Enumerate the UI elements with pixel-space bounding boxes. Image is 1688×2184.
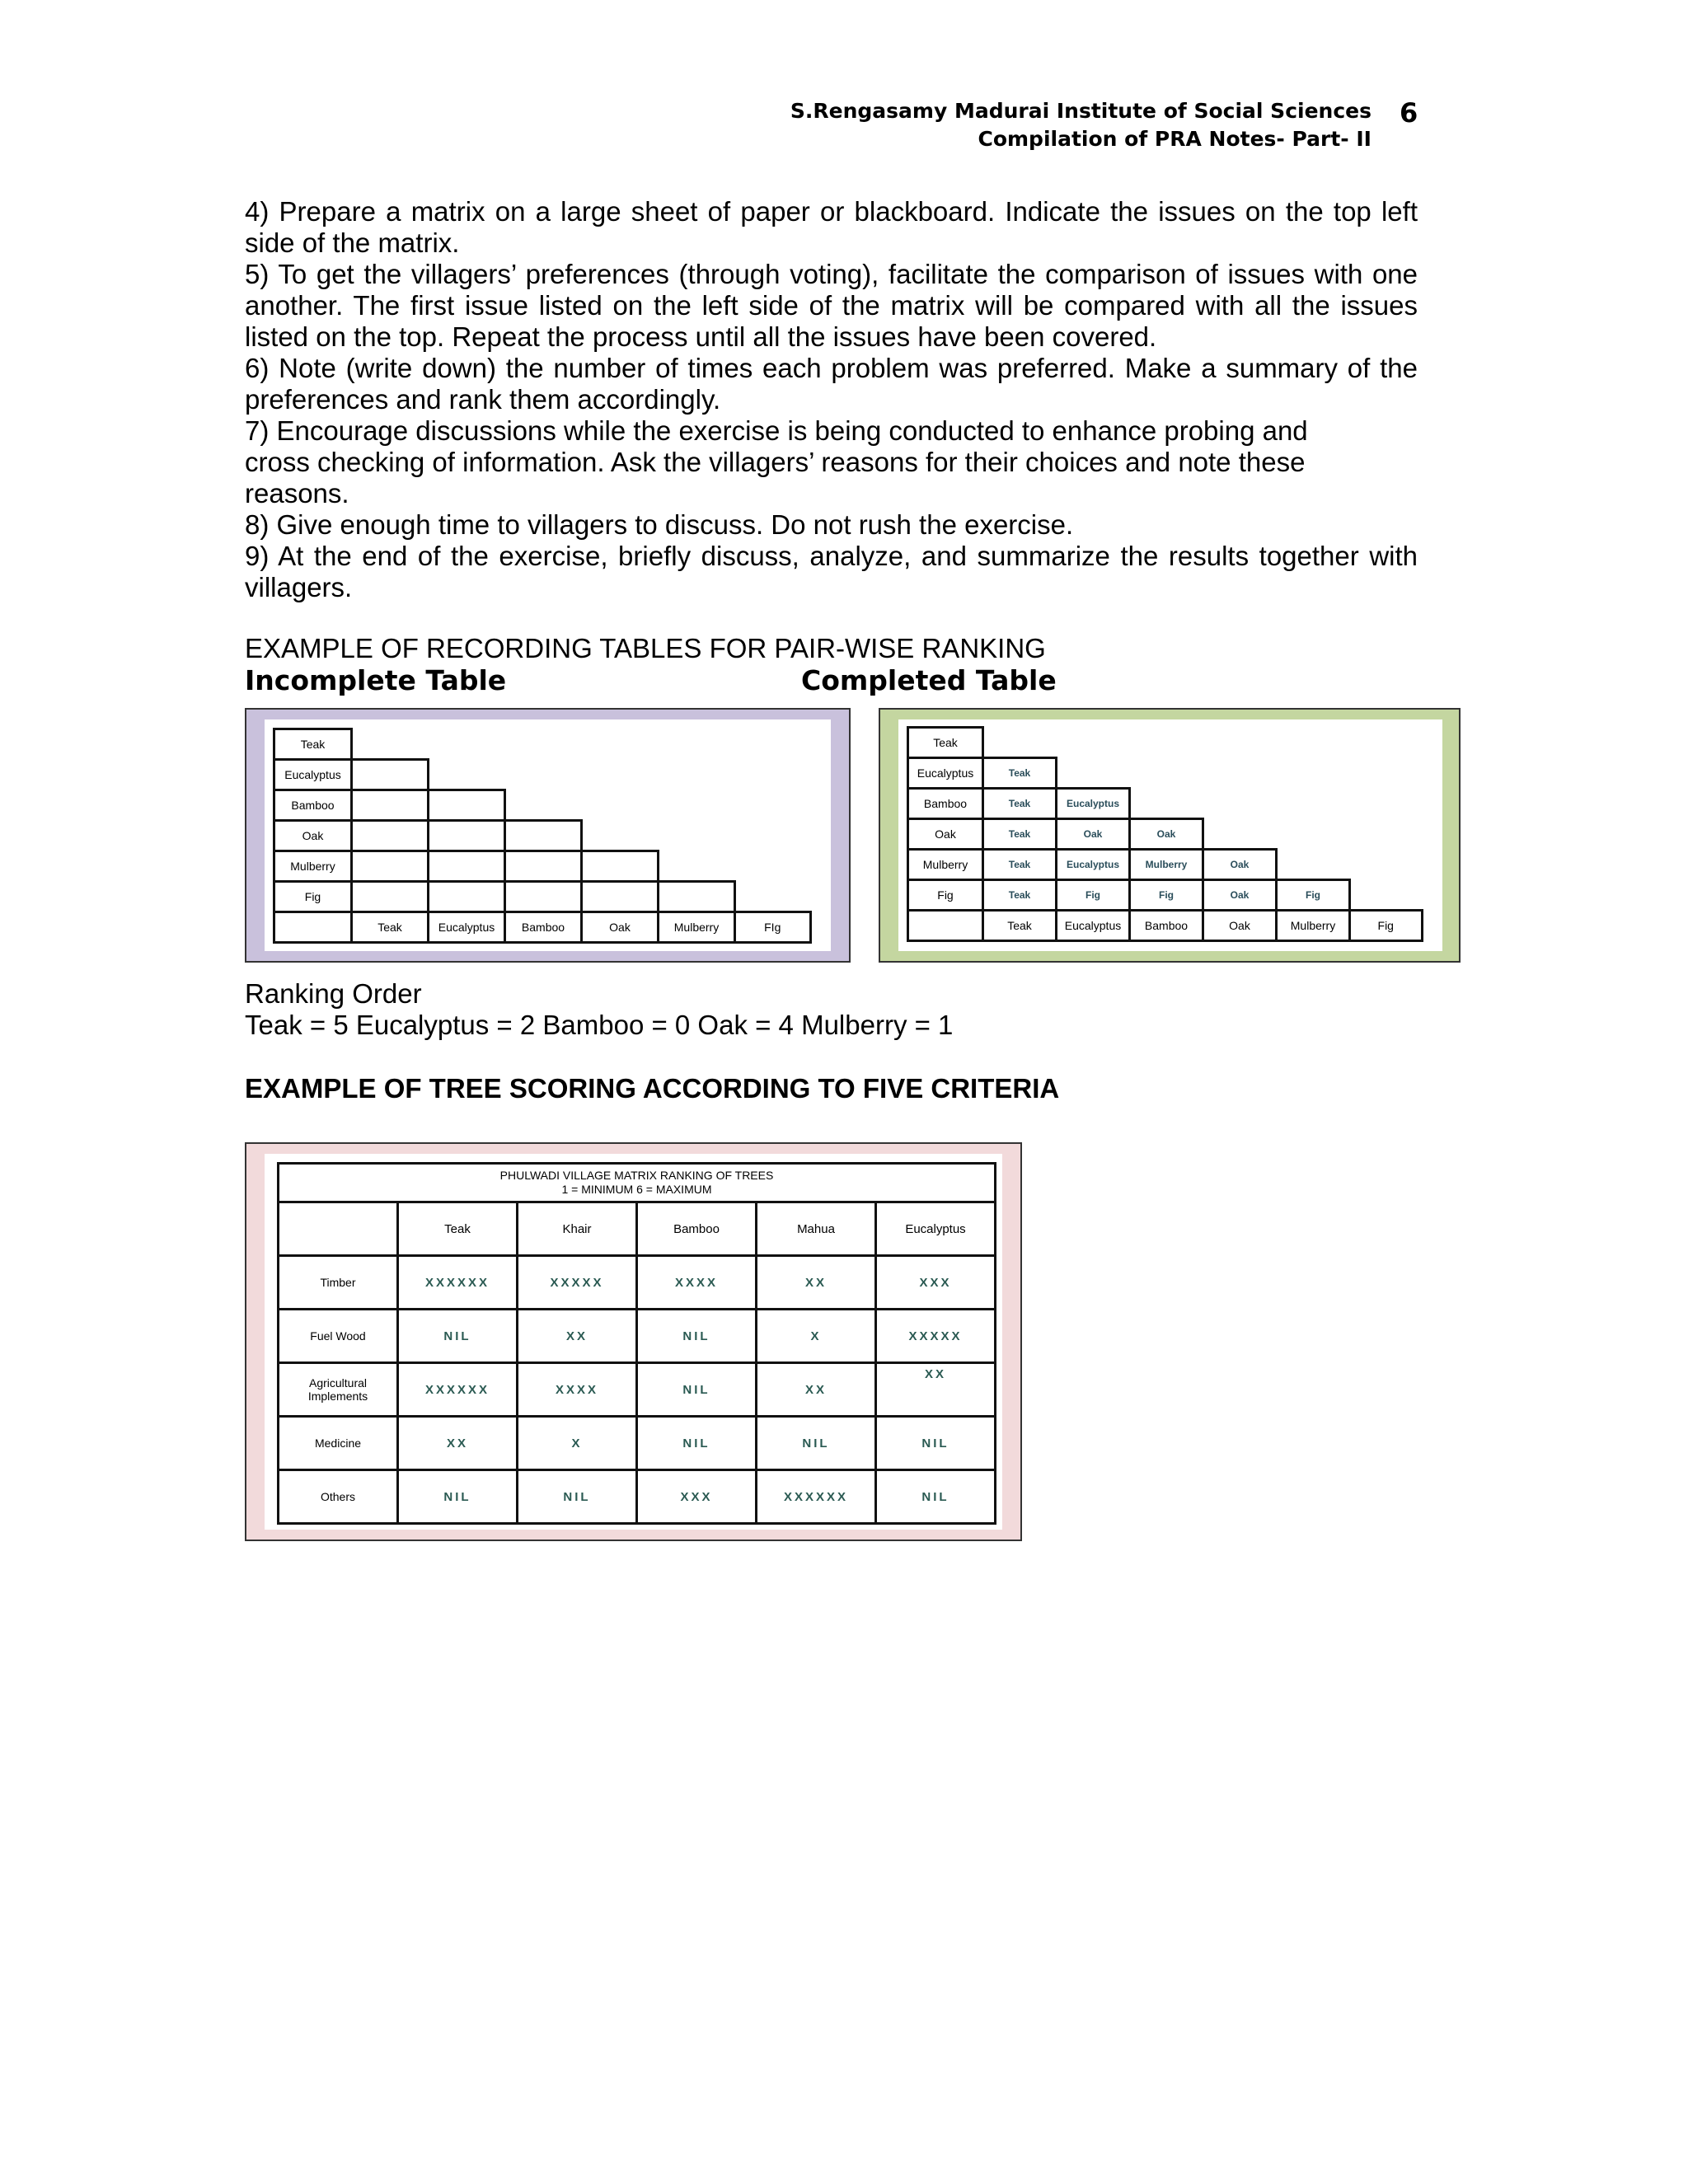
pair-cell: Oak [1203, 850, 1277, 880]
column-label: Oak [1203, 911, 1277, 941]
empty-space [582, 821, 659, 851]
pair-cell: Fig [1057, 880, 1130, 911]
column-label: Eucalyptus [1057, 911, 1130, 941]
pair-cell [352, 821, 429, 851]
score-cell: X [518, 1417, 637, 1470]
pair-cell [582, 882, 659, 912]
row-label: Mulberry [274, 851, 352, 882]
empty-space [429, 729, 505, 760]
score-cell: XXXX [637, 1256, 757, 1310]
score-cell: NIL [637, 1417, 757, 1470]
ranking-order-values: Teak = 5 Eucalyptus = 2 Bamboo = 0 Oak = 4 Mulberry = 1 [245, 1010, 954, 1040]
empty-space [735, 851, 811, 882]
header-compilation: Compilation of PRA Notes- Part- II [978, 127, 1372, 151]
empty-space [1350, 850, 1423, 880]
pair-cell [352, 790, 429, 821]
row-label: Teak [274, 729, 352, 760]
step-5: 5) To get the villagers’ preferences (through voting), facilitate the comparison of issues with one another. The first issue listed on the left side of the matrix will be compared with all the issues listed on the top. Repeat the process until all the issues have been covered. [245, 259, 1418, 352]
step-9: 9) At the end of the exercise, briefly discuss, analyze, and summarize the results together with villagers. [245, 541, 1418, 602]
pair-cell: Teak [983, 880, 1057, 911]
recording-section-title: EXAMPLE OF RECORDING TABLES FOR PAIR-WISE RANKING [245, 633, 1046, 663]
pair-cell: Teak [983, 819, 1057, 850]
empty-space [983, 728, 1057, 758]
step-4: 4) Prepare a matrix on a large sheet of paper or blackboard. Indicate the issues on the top left side of the matrix. [245, 196, 1418, 258]
corner-cell [274, 912, 352, 943]
completed-table-figure [879, 708, 1461, 963]
score-cell: XXXXX [518, 1256, 637, 1310]
matrix-column-header: Mahua [757, 1202, 876, 1256]
table-row [279, 1470, 996, 1524]
score-cell: NIL [876, 1417, 996, 1470]
table-row [908, 758, 1423, 789]
pair-cell [352, 760, 429, 790]
score-cell: XX [518, 1310, 637, 1363]
table-row [908, 789, 1423, 819]
pair-cell: Teak [983, 789, 1057, 819]
table-row [274, 851, 811, 882]
empty-space [1277, 728, 1350, 758]
pair-cell [429, 821, 505, 851]
table-row [274, 729, 811, 760]
criterion-label: Agricultural Implements [279, 1363, 398, 1417]
column-label: Bamboo [505, 912, 582, 943]
pair-cell: Oak [1203, 880, 1277, 911]
column-label: Teak [352, 912, 429, 943]
empty-space [659, 790, 735, 821]
step-7-line-1: 7) Encourage discussions while the exercise is being conducted to enhance probing and [245, 415, 1308, 446]
row-label: Oak [908, 819, 983, 850]
incomplete-table-label: Incomplete Table [245, 664, 507, 696]
row-label: Fig [274, 882, 352, 912]
empty-space [1203, 819, 1277, 850]
row-label: Eucalyptus [908, 758, 983, 789]
matrix-column-header: Khair [518, 1202, 637, 1256]
step-8: 8) Give enough time to villagers to discuss. Do not rush the exercise. [245, 509, 1074, 540]
pair-cell [352, 882, 429, 912]
incomplete-table-figure [245, 708, 851, 963]
empty-space [505, 790, 582, 821]
empty-space [1350, 728, 1423, 758]
table-row [908, 880, 1423, 911]
pair-cell: Teak [983, 758, 1057, 789]
matrix-title-cell [279, 1164, 996, 1202]
table-row [908, 850, 1423, 880]
score-cell: XX [757, 1363, 876, 1417]
empty-space [505, 729, 582, 760]
pair-cell: Fig [1130, 880, 1203, 911]
empty-space [505, 760, 582, 790]
tree-scoring-figure [245, 1142, 1022, 1541]
score-cell: XXX [637, 1470, 757, 1524]
pair-cell: Oak [1130, 819, 1203, 850]
matrix-header-row [279, 1202, 996, 1256]
empty-space [1130, 758, 1203, 789]
empty-space [735, 790, 811, 821]
pair-cell [429, 882, 505, 912]
empty-space [1130, 789, 1203, 819]
tree-scoring-matrix [277, 1162, 996, 1525]
step-7-line-3: reasons. [245, 478, 349, 509]
pair-cell: Mulberry [1130, 850, 1203, 880]
matrix-title: PHULWADI VILLAGE MATRIX RANKING OF TREES [499, 1169, 774, 1182]
table-row [274, 760, 811, 790]
matrix-column-header: Bamboo [637, 1202, 757, 1256]
empty-space [352, 729, 429, 760]
table-row [279, 1310, 996, 1363]
empty-space [1277, 758, 1350, 789]
empty-space [1350, 819, 1423, 850]
pair-cell [505, 882, 582, 912]
score-cell: NIL [398, 1470, 518, 1524]
empty-space [1350, 758, 1423, 789]
score-cell: NIL [398, 1310, 518, 1363]
completed-pairwise-table [907, 726, 1423, 942]
empty-space [1203, 789, 1277, 819]
score-cell: NIL [757, 1417, 876, 1470]
score-cell: NIL [637, 1310, 757, 1363]
criterion-label: Medicine [279, 1417, 398, 1470]
column-label: Teak [983, 911, 1057, 941]
row-label: Teak [908, 728, 983, 758]
header-institute: S.Rengasamy Madurai Institute of Social Sciences [790, 99, 1372, 123]
pair-cell [352, 851, 429, 882]
pair-cell [505, 851, 582, 882]
pair-cell: Oak [1057, 819, 1130, 850]
score-cell: XX [398, 1417, 518, 1470]
table-row [279, 1417, 996, 1470]
row-label: Eucalyptus [274, 760, 352, 790]
score-cell: X [757, 1310, 876, 1363]
empty-space [1350, 789, 1423, 819]
criterion-label: Others [279, 1470, 398, 1524]
empty-space [1057, 728, 1130, 758]
empty-space [1277, 789, 1350, 819]
tree-scoring-title: EXAMPLE OF TREE SCORING ACCORDING TO FIVE CRITERIA [245, 1073, 1060, 1104]
empty-space [659, 760, 735, 790]
column-label: Bamboo [1130, 911, 1203, 941]
pair-cell [659, 882, 735, 912]
table-row [908, 819, 1423, 850]
score-cell: XXXXX [876, 1310, 996, 1363]
pair-cell: Eucalyptus [1057, 850, 1130, 880]
empty-space [1130, 728, 1203, 758]
score-cell: XXXXXX [398, 1256, 518, 1310]
score-cell: XX [757, 1256, 876, 1310]
column-label-row [274, 912, 811, 943]
completed-table-label: Completed Table [801, 664, 1057, 696]
empty-space [735, 729, 811, 760]
column-label: Mulberry [1277, 911, 1350, 941]
empty-space [659, 851, 735, 882]
empty-space [429, 760, 505, 790]
table-row [279, 1363, 996, 1417]
page-number: 6 [1400, 97, 1418, 129]
empty-space [1057, 758, 1130, 789]
step-7-line-2: cross checking of information. Ask the villagers’ reasons for their choices and note these [245, 447, 1306, 477]
table-row [279, 1256, 996, 1310]
score-cell: XX [876, 1363, 996, 1417]
row-label: Fig [908, 880, 983, 911]
matrix-column-header: Eucalyptus [876, 1202, 996, 1256]
table-row [274, 882, 811, 912]
ranking-order-title: Ranking Order [245, 978, 422, 1009]
empty-space [1277, 850, 1350, 880]
score-cell: NIL [637, 1363, 757, 1417]
empty-space [582, 760, 659, 790]
matrix-column-header: Teak [398, 1202, 518, 1256]
criterion-label: Timber [279, 1256, 398, 1310]
pair-cell [582, 851, 659, 882]
incomplete-pairwise-table [273, 728, 812, 944]
matrix-subtitle: 1 = MINIMUM 6 = MAXIMUM [561, 1183, 712, 1196]
page-header [790, 97, 1372, 153]
pair-cell [505, 821, 582, 851]
row-label: Bamboo [908, 789, 983, 819]
pair-cell: Eucalyptus [1057, 789, 1130, 819]
empty-space [1203, 758, 1277, 789]
column-label: Oak [582, 912, 659, 943]
score-cell: XXXXXX [398, 1363, 518, 1417]
table-row [274, 821, 811, 851]
empty-space [735, 821, 811, 851]
empty-space [1277, 819, 1350, 850]
column-label: Fig [1350, 911, 1423, 941]
score-cell: NIL [518, 1470, 637, 1524]
empty-space [582, 729, 659, 760]
empty-space [735, 760, 811, 790]
matrix-title-row [279, 1164, 996, 1202]
step-6: 6) Note (write down) the number of times each problem was preferred. Make a summary of the preferences and rank them accordingly. [245, 353, 1418, 415]
empty-space [735, 882, 811, 912]
column-label-row [908, 911, 1423, 941]
pair-cell [429, 790, 505, 821]
empty-space [659, 729, 735, 760]
column-label: Eucalyptus [429, 912, 505, 943]
empty-space [582, 790, 659, 821]
steps-list [245, 196, 1418, 603]
row-label: Bamboo [274, 790, 352, 821]
corner-cell [279, 1202, 398, 1256]
column-label: FIg [735, 912, 811, 943]
corner-cell [908, 911, 983, 941]
empty-space [1203, 728, 1277, 758]
criterion-label: Fuel Wood [279, 1310, 398, 1363]
score-cell: XXXXXX [757, 1470, 876, 1524]
pair-cell [429, 851, 505, 882]
score-cell: XXXX [518, 1363, 637, 1417]
table-row [274, 790, 811, 821]
row-label: Oak [274, 821, 352, 851]
row-label: Mulberry [908, 850, 983, 880]
empty-space [659, 821, 735, 851]
score-cell: XXX [876, 1256, 996, 1310]
column-label: Mulberry [659, 912, 735, 943]
empty-space [1350, 880, 1423, 911]
pair-cell: Fig [1277, 880, 1350, 911]
table-row [908, 728, 1423, 758]
score-cell: NIL [876, 1470, 996, 1524]
pair-cell: Teak [983, 850, 1057, 880]
